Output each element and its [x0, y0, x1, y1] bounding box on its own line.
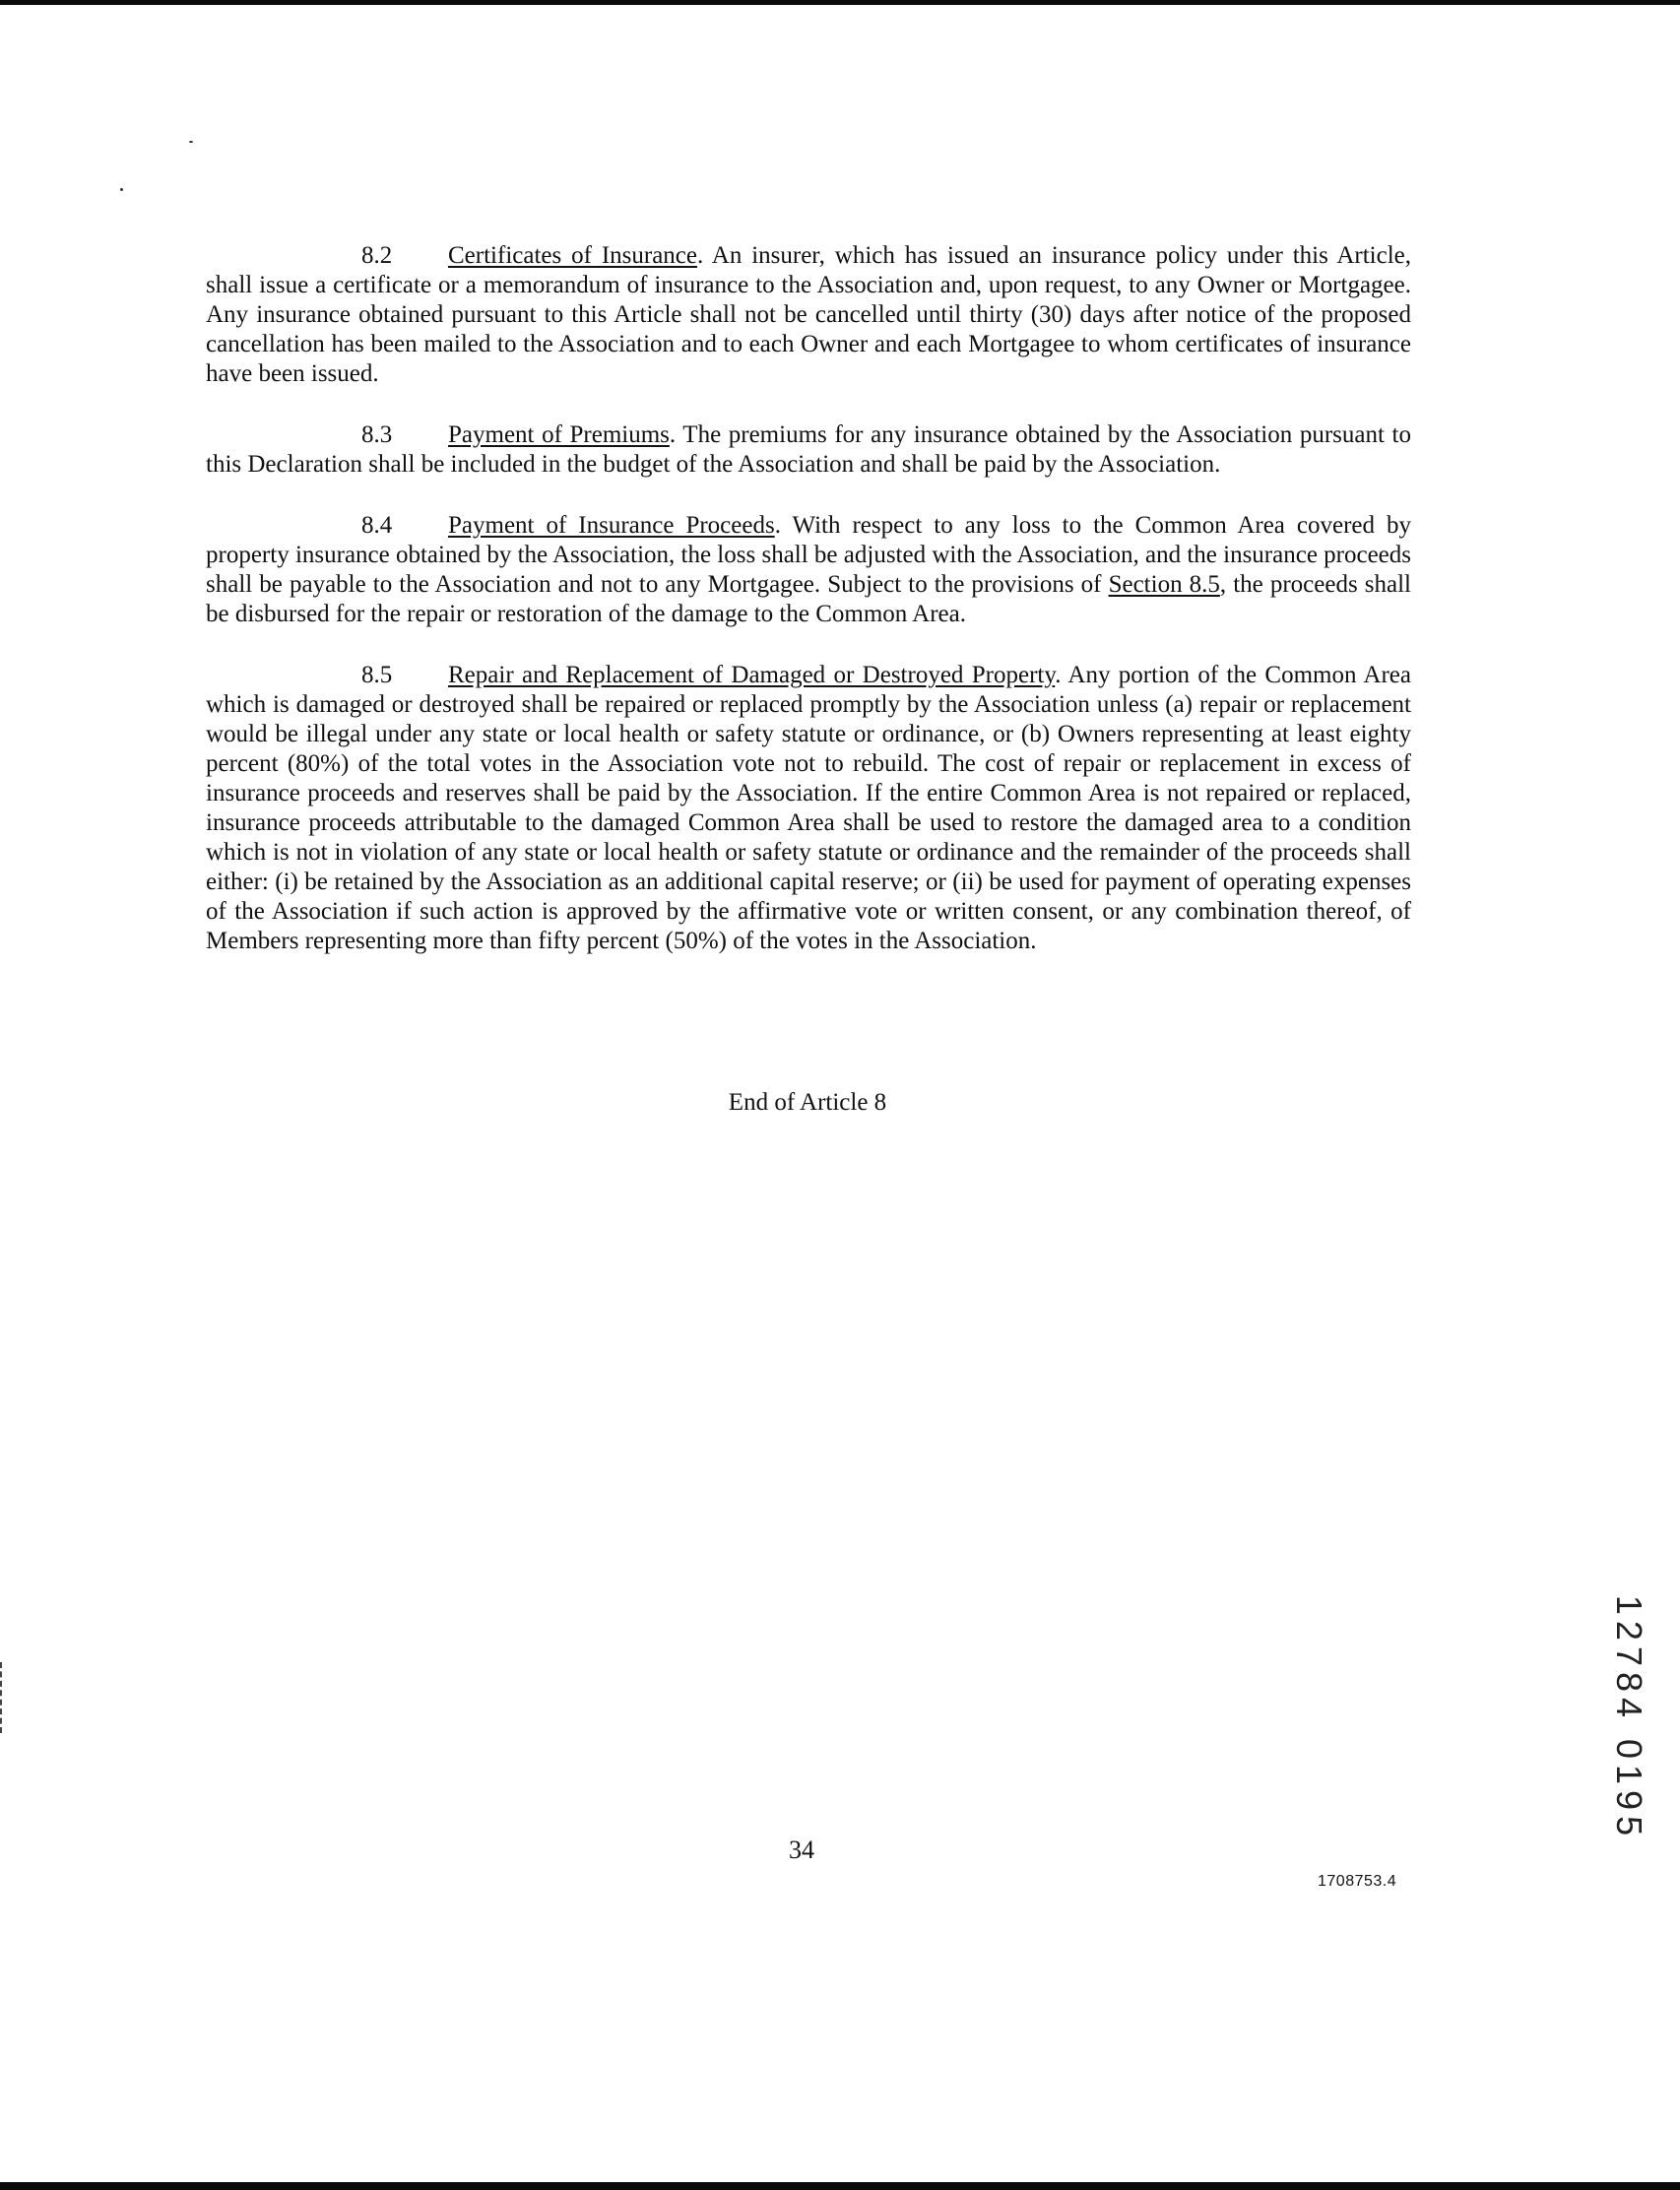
section-8-4 [206, 511, 1411, 629]
section-heading: Payment of Premiums [448, 421, 670, 448]
section-8-5 [206, 661, 1411, 956]
end-of-article-label: End of Article 8 [728, 1089, 887, 1116]
section-number: 8.4 [361, 512, 393, 539]
section-heading: Repair and Replacement of Damaged or Destroyed Property [448, 662, 1056, 688]
scan-speck [189, 141, 193, 143]
scan-border-top [0, 0, 1680, 5]
section-text: . The premiums for any insurance obtained by the Association pursuant to this Declaration shall be included in the budget of the Association and shall be paid by the Association. [206, 421, 1411, 478]
section-number: 8.5 [361, 662, 393, 688]
section-8-2 [206, 241, 1411, 389]
document-id: 1708753.4 [1318, 1873, 1397, 1890]
section-text-continued: , the proceeds shall be disbursed for the repair or restoration of the damage to the Common Area. [206, 571, 1411, 627]
scan-edge-marks [0, 1662, 5, 1733]
section-text: . Any portion of the Common Area which is damaged or destroyed shall be repaired or replaced promptly by the Association unless (a) repair or replacement would be illegal under any state or local health or safety statute or ordinance, or (b) Owners representing at least eighty percent (80%) of the total votes in the Association vote not to rebuild. The cost of repair or replacement in excess of insurance proceeds and reserves shall be paid by the Association. If the entire Common Area is not repaired or replaced, insurance proceeds attributable to the damaged Common Area shall be used to restore the damaged area to a condition which is not in violation of any state or local health or safety statute or ordinance and the remainder of the proceeds shall either: (i) be retained by the Association as an additional capital reserve; or (ii) be used for payment of operating expenses of the Association if such action is approved by the affirmative vote or written consent, or any combination thereof, of Members representing more than fifty percent (50%) of the votes in the Association. [206, 662, 1411, 954]
section-cross-reference: Section 8.5 [1108, 571, 1220, 598]
scan-border-bottom [0, 2182, 1680, 2190]
document-body [206, 241, 1411, 988]
section-paragraph [206, 511, 1411, 629]
recording-stamp-number: 12784 0195 [1609, 1594, 1650, 1842]
section-paragraph [206, 420, 1411, 480]
section-text: . With respect to any loss to the Common Area covered by property insurance obtained by the Association, the loss shall be adjusted with the Association, and the insurance proceeds shall be payable to the Association and not to any Mortgagee. Subject to the provisions of [206, 512, 1412, 598]
section-number: 8.2 [361, 242, 393, 269]
scan-speck [120, 188, 123, 191]
section-8-3 [206, 420, 1411, 480]
section-number: 8.3 [361, 421, 393, 448]
section-paragraph [206, 241, 1411, 389]
recording-stamp [1609, 1585, 1648, 1851]
page-number: 34 [789, 1836, 814, 1864]
section-paragraph [206, 661, 1411, 956]
section-heading: Payment of Insurance Proceeds [448, 512, 775, 539]
section-heading: Certificates of Insurance [448, 242, 697, 269]
section-text: . An insurer, which has issued an insurance policy under this Article, shall issue a certificate or a memorandum of insurance to the Association and, upon request, to any Owner or Mortgagee. Any insurance obtained pursuant to this Article shall not be cancelled until thirty (30) days after notice of the proposed cancellation has been mailed to the Association and to each Owner and each Mortgagee to whom certificates of insurance have been issued. [206, 242, 1411, 387]
